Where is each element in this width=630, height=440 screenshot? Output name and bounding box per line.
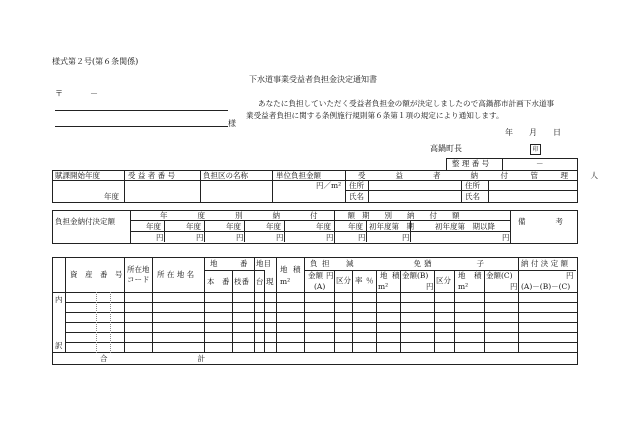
header-honban: 本 番 [207, 277, 230, 286]
yen-8: 円 [502, 233, 510, 242]
header-zone-name: 負担区の名称 [203, 171, 248, 180]
name-line [55, 126, 228, 127]
header-location-name: 所 在 地 名 [157, 270, 195, 279]
reference-number-label: 整 理 番 号 [452, 159, 490, 168]
side-label-top: 内 [55, 295, 63, 304]
issue-date: 年 月 日 [505, 128, 561, 137]
header-amount-a-2: 円 [326, 271, 334, 280]
header-area-2: 積 [293, 265, 301, 274]
header-unit-amount: 単位負担金額 [276, 171, 321, 180]
year-col-5: 年度 [316, 222, 331, 231]
manager-name-label: 氏名 [465, 192, 480, 201]
document-title: 下水道事業受益者負担金決定通知書 [249, 75, 377, 84]
header-period-payment: 期 別 納 付 額 [362, 211, 460, 220]
year-unit: 年度 [104, 192, 119, 201]
later-term-label: 初年度第 期以降 [435, 222, 495, 231]
header-amount-a-1: 金額 [308, 271, 323, 280]
header-decided-amount: 負担金納付決定額 [55, 217, 115, 226]
header-defer-area-unit: m² [458, 282, 469, 291]
body-text-line1: あなたに負担していただく受益者負担金の額が決定しましたので高鍋都市計画下水道事 [258, 99, 555, 108]
header-burden-tan: 担 [322, 259, 330, 268]
header-yearly-payment: 年 度 別 納 付 額 [160, 211, 355, 220]
side-label-bottom: 訳 [55, 341, 63, 350]
reference-number-value: － [536, 159, 544, 168]
header-genkyo: 現 [266, 277, 274, 286]
manager-address-label: 住所 [465, 181, 480, 190]
year-col-4: 年度 [266, 222, 281, 231]
yen-5: 円 [326, 233, 334, 242]
yen-7: 円 [402, 233, 410, 242]
year-col-2: 年度 [186, 222, 201, 231]
header-area-1: 地 [280, 265, 288, 274]
yen-1: 円 [156, 233, 164, 242]
yen-6: 円 [358, 233, 366, 242]
issuer: 高鍋町長 [430, 144, 462, 153]
header-payment-yen: 円 [566, 271, 574, 280]
header-exempt-kubun: 区分 [336, 276, 351, 285]
header-defer-area-1: 地 [458, 271, 466, 280]
header-exempt-area-unit: m² [378, 282, 389, 291]
header-amount-c-1: 金額(C) [486, 271, 513, 280]
header-location-code-2: コード [127, 275, 150, 284]
header-exempt-area-1: 地 [380, 271, 388, 280]
header-exemption: 減 免 [346, 259, 421, 268]
header-chiban: 地 番 [210, 259, 248, 268]
header-chimoku: 地目 [256, 259, 271, 268]
honorific: 様 [228, 119, 236, 128]
payer-name-label: 氏名 [349, 192, 364, 201]
header-start-year: 賦課開始年度 [55, 171, 100, 180]
first-term-label: 初年度第 期 [369, 222, 414, 231]
header-location-code-1: 所在地 [127, 265, 150, 274]
header-amount-c-2: 円 [510, 282, 518, 291]
header-exempt-area-2: 積 [392, 271, 400, 280]
header-daichou: 台 [256, 277, 264, 286]
header-amount-b-1: 金額(B) [402, 271, 429, 280]
header-amount-a-3: (A) [314, 282, 326, 291]
header-payment-amount: 納 付 決 定 額 [521, 259, 569, 268]
header-burden-fu: 負 [310, 259, 318, 268]
year-col-6: 年度 [348, 222, 363, 231]
address-line [55, 110, 228, 111]
yen-2: 円 [196, 233, 204, 242]
total-label: 合 計 [100, 354, 205, 363]
header-payment-formula: (A)－(B)－(C) [521, 282, 571, 291]
header-amount-b-2: 円 [426, 282, 434, 291]
header-edaban: 枝番 [234, 277, 249, 286]
header-exempt-rate: 率 [355, 276, 363, 285]
header-beneficiary-number: 受 益 者 番 号 [128, 171, 176, 180]
header-defer-area-2: 積 [474, 271, 482, 280]
form-number: 様式第２号(第６条関係) [52, 57, 139, 66]
header-defer-kubun: 区分 [436, 276, 451, 285]
postal-dash: － [90, 89, 98, 98]
year-col-1: 年度 [146, 222, 161, 231]
body-text-line2: 業受益者負担に関する条例施行規則第６条第１項の規定により通知します。 [246, 111, 504, 120]
header-asset-number: 資 産 番 号 [70, 270, 123, 279]
header-beneficiary-payer: 受 益 者 納 付 管 理 人 [358, 171, 598, 180]
year-col-3: 年度 [226, 222, 241, 231]
payer-address-label: 住所 [349, 181, 364, 190]
yen-3: 円 [236, 233, 244, 242]
yen-4: 円 [276, 233, 284, 242]
header-deferral: 猶 子 [424, 259, 484, 268]
header-remarks: 備 考 [518, 217, 563, 226]
unit-price-label: 円／m² [316, 181, 342, 190]
postal-mark: 〒 [55, 89, 63, 98]
header-exempt-pct: ％ [366, 276, 374, 285]
seal-mark: 印 [530, 144, 541, 155]
header-area-unit: m² [280, 277, 291, 286]
